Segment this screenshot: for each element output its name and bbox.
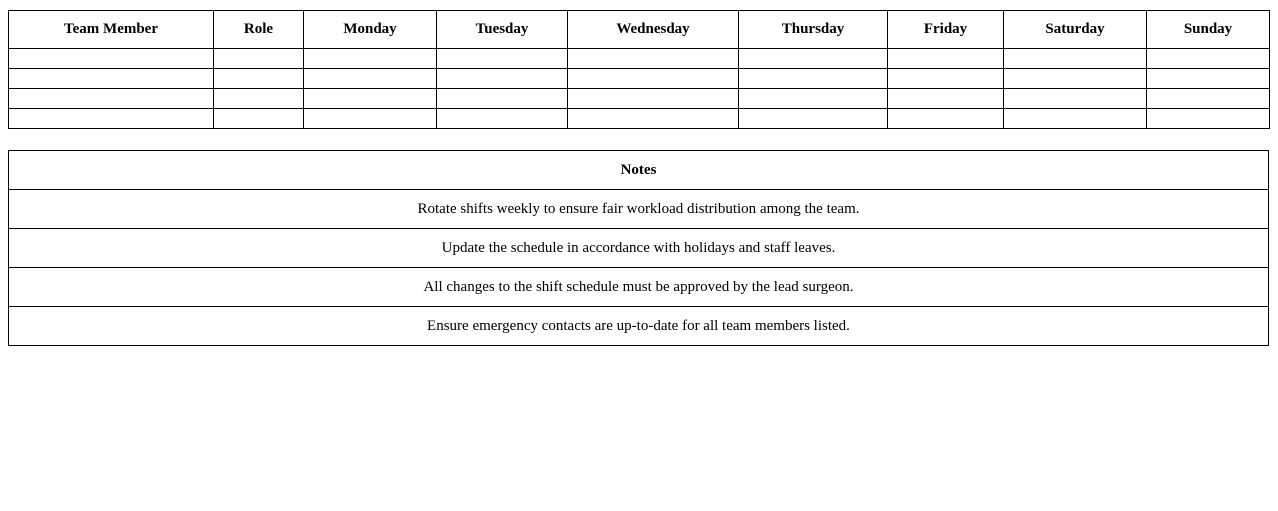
schedule-column-header-tuesday: Tuesday	[437, 11, 568, 49]
schedule-cell	[739, 49, 888, 69]
schedule-cell	[888, 49, 1004, 69]
schedule-column-header-wednesday: Wednesday	[568, 11, 739, 49]
schedule-cell	[304, 69, 437, 89]
note-text: All changes to the shift schedule must be approved by the lead surgeon.	[9, 268, 1269, 307]
schedule-cell	[568, 49, 739, 69]
schedule-cell	[888, 69, 1004, 89]
notes-table	[8, 150, 1269, 346]
schedule-cell	[739, 89, 888, 109]
note-text: Rotate shifts weekly to ensure fair workload distribution among the team.	[9, 190, 1269, 229]
schedule-column-header-saturday: Saturday	[1004, 11, 1147, 49]
schedule-row	[9, 69, 1270, 89]
schedule-cell	[568, 89, 739, 109]
note-row	[9, 190, 1269, 229]
schedule-row	[9, 49, 1270, 69]
schedule-cell	[1004, 49, 1147, 69]
schedule-cell	[888, 89, 1004, 109]
schedule-cell	[1004, 69, 1147, 89]
schedule-cell	[304, 109, 437, 129]
schedule-row	[9, 109, 1270, 129]
shift-schedule-table	[8, 10, 1270, 129]
schedule-cell	[437, 89, 568, 109]
schedule-cell	[1004, 109, 1147, 129]
note-row	[9, 268, 1269, 307]
schedule-cell	[9, 49, 214, 69]
schedule-column-header-thursday: Thursday	[739, 11, 888, 49]
schedule-cell	[214, 109, 304, 129]
schedule-cell	[1147, 109, 1270, 129]
schedule-cell	[568, 69, 739, 89]
schedule-column-header-team-member: Team Member	[9, 11, 214, 49]
schedule-cell	[1147, 69, 1270, 89]
schedule-column-header-friday: Friday	[888, 11, 1004, 49]
schedule-cell	[739, 109, 888, 129]
note-text: Ensure emergency contacts are up-to-date for all team members listed.	[9, 307, 1269, 346]
schedule-column-header-role: Role	[214, 11, 304, 49]
schedule-cell	[214, 89, 304, 109]
schedule-cell	[888, 109, 1004, 129]
schedule-cell	[214, 69, 304, 89]
schedule-cell	[304, 89, 437, 109]
schedule-column-header-sunday: Sunday	[1147, 11, 1270, 49]
schedule-cell	[214, 49, 304, 69]
schedule-cell	[9, 89, 214, 109]
schedule-column-header-monday: Monday	[304, 11, 437, 49]
schedule-cell	[739, 69, 888, 89]
notes-header-row	[9, 151, 1269, 190]
schedule-cell	[304, 49, 437, 69]
schedule-cell	[568, 109, 739, 129]
schedule-cell	[1004, 89, 1147, 109]
note-row	[9, 229, 1269, 268]
schedule-cell	[9, 109, 214, 129]
schedule-cell	[9, 69, 214, 89]
schedule-cell	[437, 69, 568, 89]
note-text: Update the schedule in accordance with holidays and staff leaves.	[9, 229, 1269, 268]
note-row	[9, 307, 1269, 346]
schedule-cell	[437, 49, 568, 69]
schedule-cell	[1147, 49, 1270, 69]
schedule-row	[9, 89, 1270, 109]
notes-title: Notes	[9, 151, 1269, 190]
schedule-header-row	[9, 11, 1270, 49]
schedule-cell	[437, 109, 568, 129]
schedule-cell	[1147, 89, 1270, 109]
document-page	[0, 10, 1278, 511]
